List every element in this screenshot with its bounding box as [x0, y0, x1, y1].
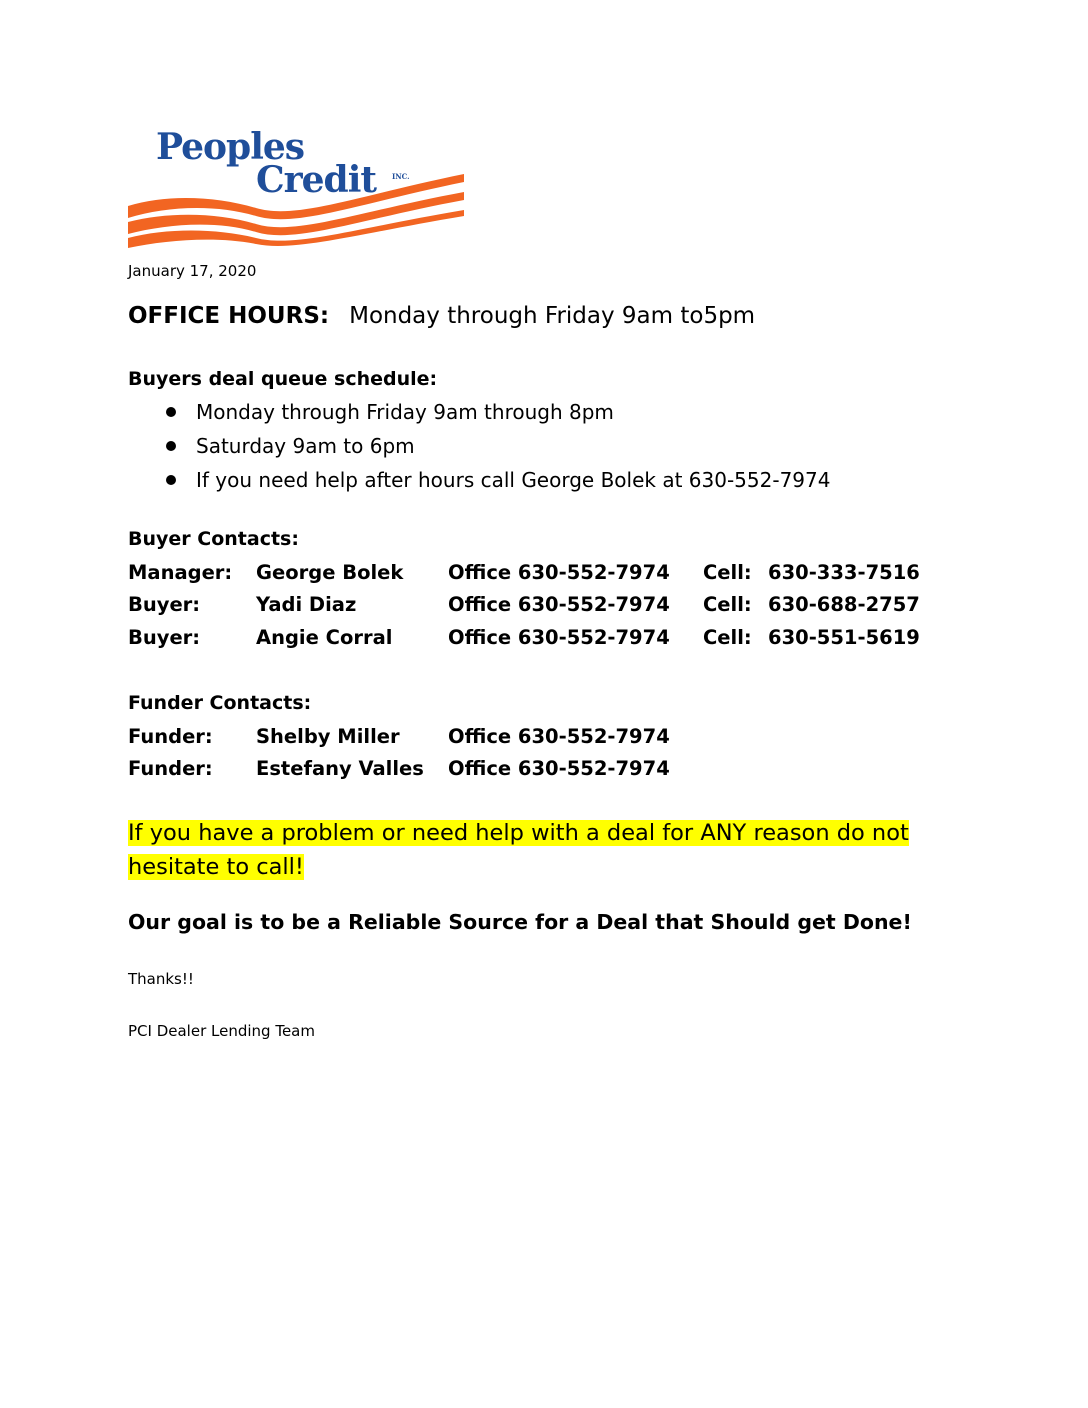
contact-role: Manager: [128, 560, 233, 584]
bullet-dot-icon [166, 475, 176, 485]
table-row [128, 753, 703, 786]
contact-role: Funder: [128, 724, 213, 748]
list-item [128, 466, 830, 500]
contact-office-phone: Office 630-552-7974 [448, 757, 670, 781]
help-message [128, 816, 958, 884]
highlighted-help-text: If you have a problem or need help with a deal for ANY reason do not hesitate to call! [128, 820, 909, 880]
office-hours-label: OFFICE HOURS: [128, 303, 330, 329]
contact-name: Estefany Valles [256, 757, 424, 781]
table-row [128, 720, 703, 753]
contact-cell-label: Cell: [703, 593, 752, 617]
list-item [128, 432, 830, 466]
contact-office-phone: Office 630-552-7974 [448, 724, 670, 748]
table-row [128, 621, 920, 654]
contact-role: Funder: [128, 757, 213, 781]
logo-inc-suffix: INC. [392, 172, 410, 181]
list-item-text: Monday through Friday 9am through 8pm [196, 400, 614, 424]
funder-contacts-table [128, 720, 703, 785]
office-hours-value: Monday through Friday 9am to5pm [349, 303, 756, 329]
closing-thanks: Thanks!! [128, 970, 194, 988]
funder-contacts-heading: Funder Contacts: [128, 692, 312, 714]
contact-role: Buyer: [128, 625, 201, 649]
signature-team: PCI Dealer Lending Team [128, 1022, 315, 1040]
contact-cell-phone: 630-688-2757 [768, 593, 920, 617]
bullet-dot-icon [166, 441, 176, 451]
table-row [128, 589, 920, 622]
contact-name: George Bolek [256, 560, 404, 584]
list-item-text: If you need help after hours call George Bolek at 630-552-7974 [196, 468, 831, 492]
letter-date: January 17, 2020 [128, 262, 257, 280]
buyer-contacts-heading: Buyer Contacts: [128, 528, 299, 550]
queue-schedule-list [128, 398, 830, 500]
contact-cell-label: Cell: [703, 625, 752, 649]
contact-role: Buyer: [128, 593, 201, 617]
goal-statement: Our goal is to be a Reliable Source for a Deal that Should get Done! [128, 910, 912, 934]
logo-word-peoples: Peoples [156, 126, 305, 168]
list-item [128, 398, 830, 432]
queue-schedule-heading: Buyers deal queue schedule: [128, 368, 438, 390]
contact-office-phone: Office 630-552-7974 [448, 560, 670, 584]
contact-name: Angie Corral [256, 625, 393, 649]
office-hours-line [128, 303, 755, 329]
list-item-text: Saturday 9am to 6pm [196, 434, 415, 458]
contact-cell-phone: 630-551-5619 [768, 625, 920, 649]
contact-office-phone: Office 630-552-7974 [448, 625, 670, 649]
bullet-dot-icon [166, 407, 176, 417]
table-row [128, 556, 920, 589]
contact-name: Yadi Diaz [256, 593, 357, 617]
buyer-contacts-table [128, 556, 920, 654]
logo-word-credit: Credit [256, 159, 376, 201]
contact-cell-phone: 630-333-7516 [768, 560, 920, 584]
peoples-credit-logo [126, 126, 466, 248]
contact-name: Shelby Miller [256, 724, 400, 748]
contact-cell-label: Cell: [703, 560, 752, 584]
contact-office-phone: Office 630-552-7974 [448, 593, 670, 617]
